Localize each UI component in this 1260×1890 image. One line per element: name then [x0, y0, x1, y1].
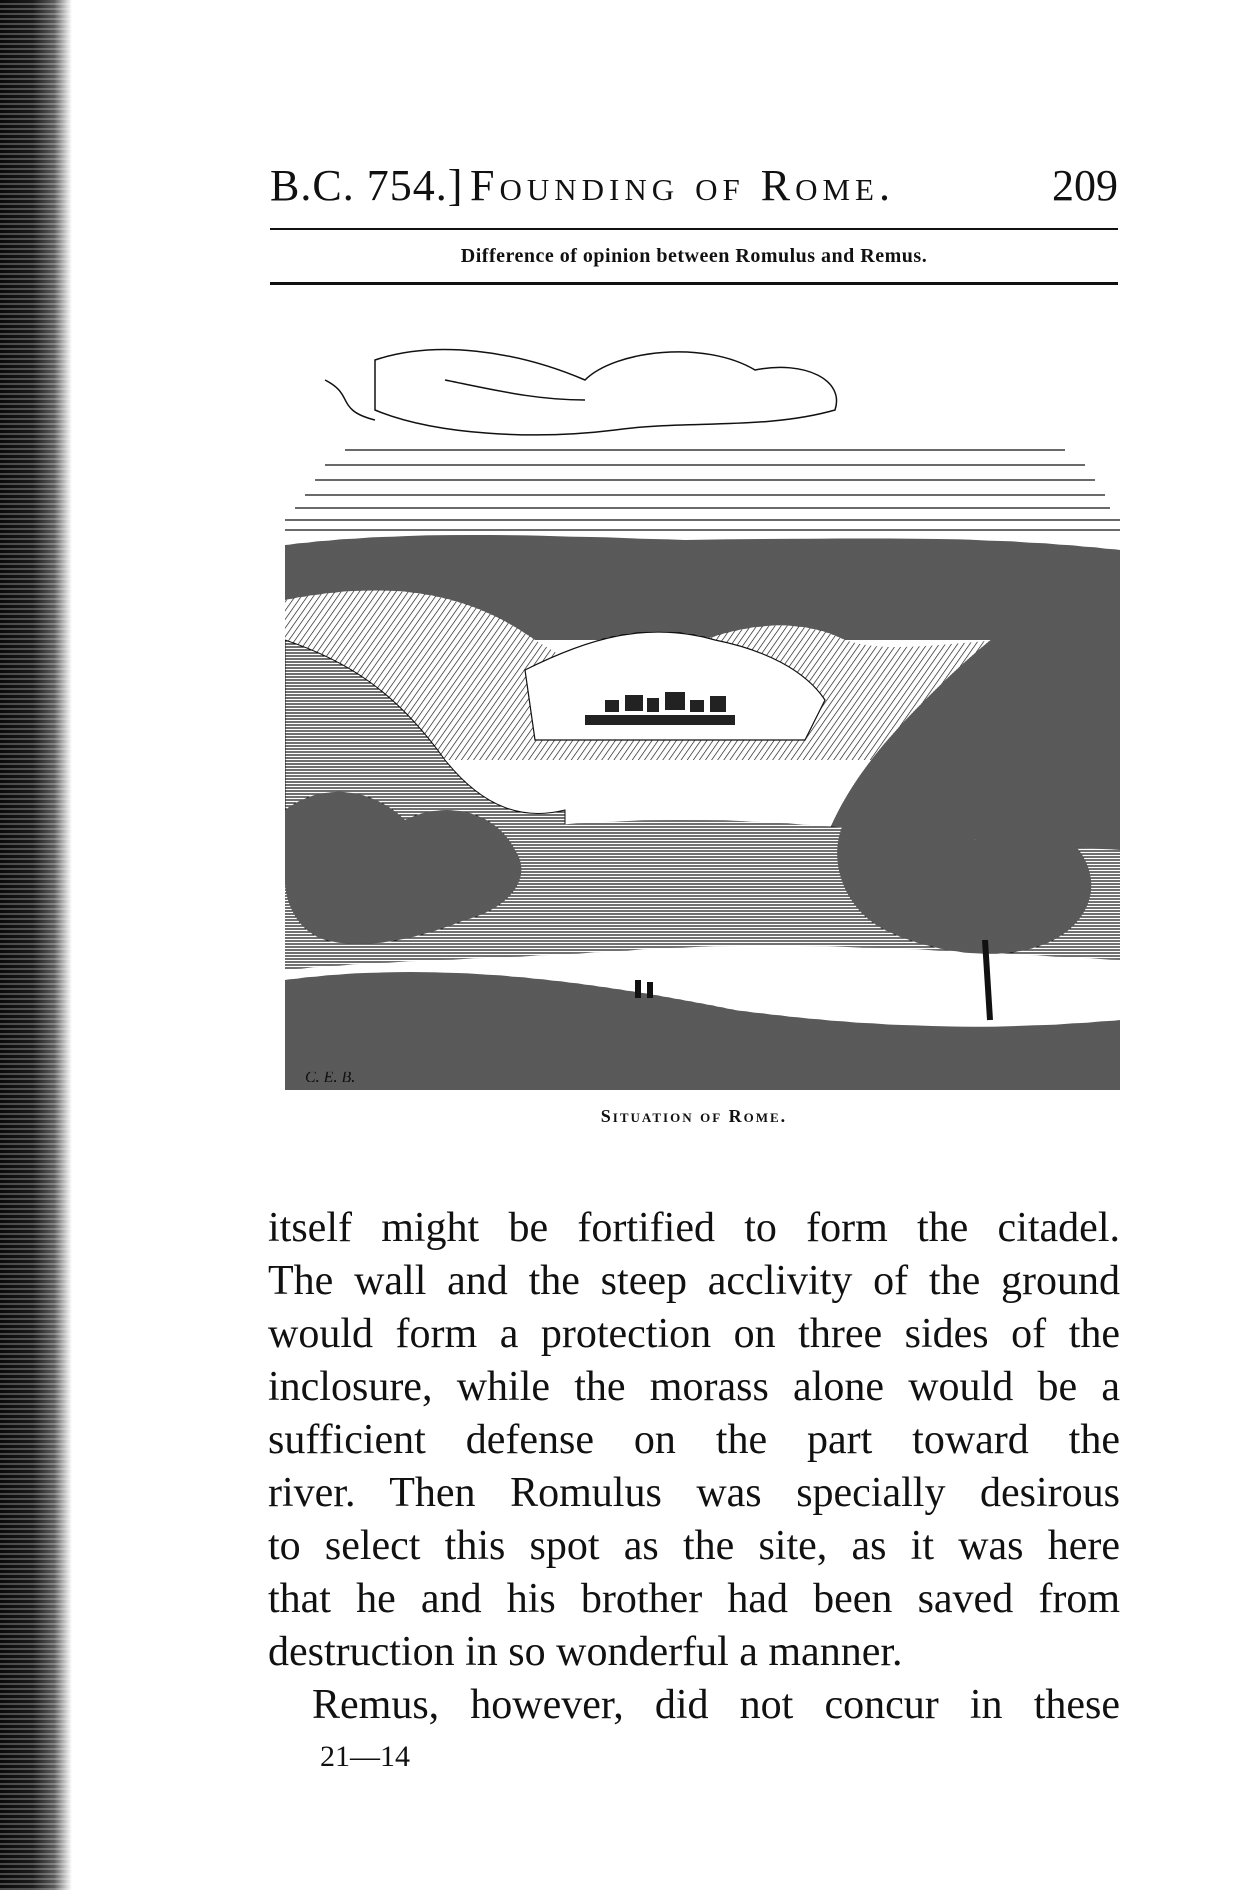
header-rule: [270, 228, 1118, 230]
body-line: that he and his brother had been saved from: [268, 1576, 1120, 1622]
clouds: [325, 350, 837, 435]
engraver-mark: C. E. B.: [305, 1069, 356, 1086]
foreground-bank: [285, 972, 1120, 1090]
book-spine-shadow: [0, 0, 72, 1890]
body-line: The wall and the steep acclivity of the ground: [268, 1258, 1120, 1304]
body-line: to select this spot as the site, as it was here: [268, 1523, 1120, 1569]
situation-of-rome-engraving: [285, 340, 1120, 1090]
page-subheading: Difference of opinion between Romulus and Remus.: [460, 245, 928, 267]
page-number: 209: [1052, 161, 1118, 210]
body-line: Remus, however, did not concur in these: [312, 1682, 1120, 1728]
body-line: itself might be fortified to form the citadel.: [268, 1205, 1120, 1251]
signature-mark: 21—14: [320, 1740, 410, 1773]
body-line: would form a protection on three sides of the: [268, 1311, 1120, 1357]
header-date: B.C. 754.]: [270, 161, 464, 210]
body-line: river. Then Romulus was specially desirous: [268, 1470, 1120, 1516]
body-line: sufficient defense on the part toward the: [268, 1417, 1120, 1463]
sky-lines: [285, 450, 1120, 530]
body-text: [268, 1202, 1120, 1732]
body-line: destruction in so wonderful a manner.: [268, 1629, 903, 1675]
illustration-caption: Situation of Rome.: [600, 1106, 788, 1126]
body-line: inclosure, while the morass alone would be a: [268, 1364, 1120, 1410]
subheading-rule: [270, 282, 1118, 285]
running-header: [270, 160, 1118, 220]
header-title: Founding of Rome.: [470, 161, 895, 210]
